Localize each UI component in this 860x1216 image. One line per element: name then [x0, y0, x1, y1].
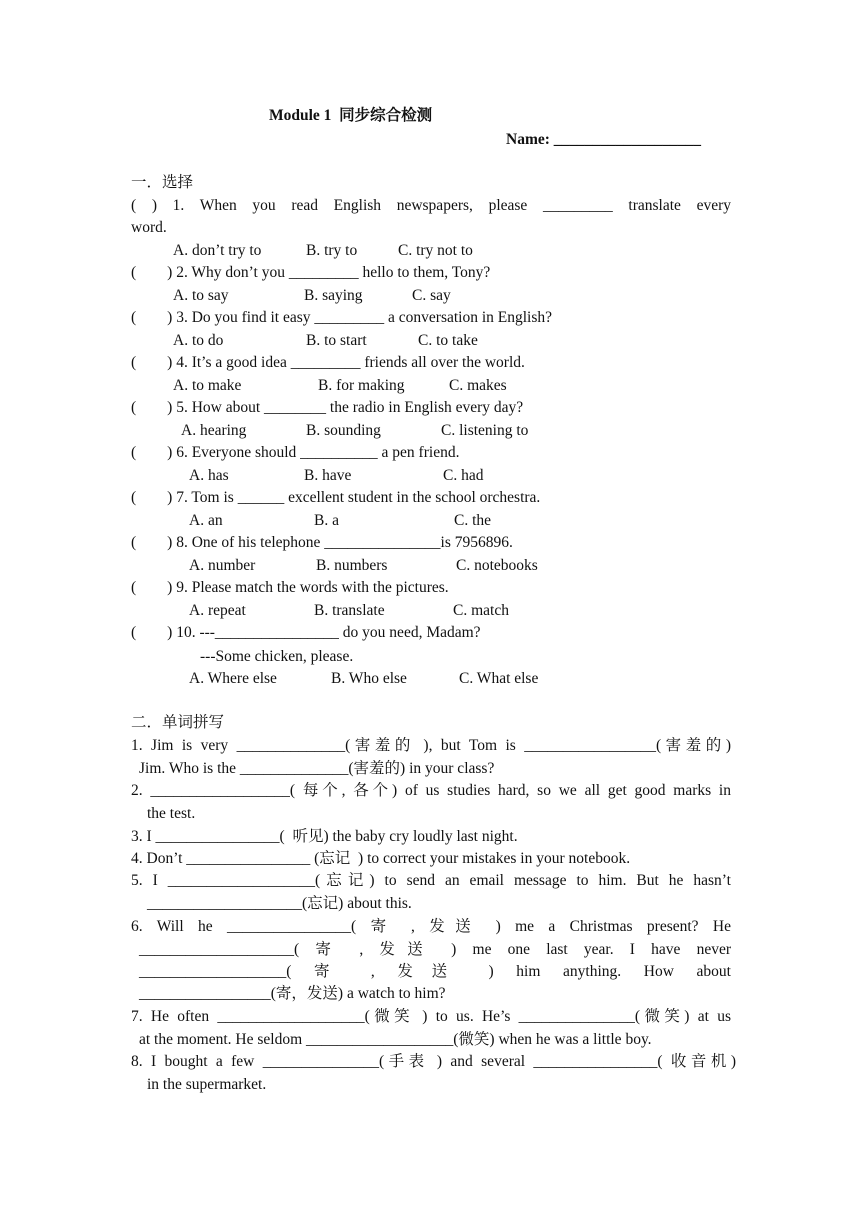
spelling-item-5-line2: ____________________(忘记) about this. — [147, 895, 412, 912]
spelling-item-3: 3. I ________________( 听见) the baby cry loudly last night. — [131, 828, 518, 845]
spelling-item-4: 4. Don’t ________________ (忘记 ) to correct your mistakes in your notebook. — [131, 850, 631, 867]
question-3-text: ( ) 3. Do you find it easy _________ a conversation in English? — [131, 309, 553, 326]
spelling-item-7-line2: at the moment. He seldom ___________________(微笑) when he was a little boy. — [139, 1031, 652, 1048]
spelling-item-1-line1: 1. Jim is very ______________(害羞的 ), but Tom is _________________(害羞的) — [131, 737, 731, 754]
question-9-option-c: C. match — [453, 602, 509, 619]
spelling-item-6-line1: 6. Will he ________________( 寄 , 发送 ) me a Christmas present? He — [131, 918, 731, 935]
question-7-option-c: C. the — [454, 512, 492, 529]
question-2-option-b: B. saying — [304, 287, 363, 304]
spelling-item-5-line1: 5. I ___________________(忘记) to send an email message to him. But he hasn’t — [131, 872, 731, 889]
spelling-item-2-line2: the test. — [147, 805, 196, 822]
question-5-option-a: A. hearing — [181, 422, 247, 439]
question-10-option-c: C. What else — [459, 670, 539, 687]
question-8-text: ( ) 8. One of his telephone _______________is 7956896. — [131, 534, 513, 551]
page-title: Module 1 同步综合检测 — [269, 107, 433, 124]
question-5-option-c: C. listening to — [441, 422, 529, 439]
question-8-option-a: A. number — [189, 557, 256, 574]
spelling-item-8-line1: 8. I bought a few _______________(手表 ) and several ________________( 收音机) — [131, 1053, 736, 1070]
question-1-text: ( ) 1. When you read English newspapers, please _________ translate every — [131, 197, 731, 214]
spelling-item-8-line2: in the supermarket. — [147, 1076, 267, 1093]
question-2-text: ( ) 2. Why don’t you _________ hello to them, Tony? — [131, 264, 491, 281]
spelling-item-1-line2: Jim. Who is the ______________(害羞的) in your class? — [139, 760, 495, 777]
question-6-text: ( ) 6. Everyone should __________ a pen friend. — [131, 444, 460, 461]
question-5-option-b: B. sounding — [306, 422, 381, 439]
question-8-option-c: C. notebooks — [456, 557, 538, 574]
question-6-option-a: A. has — [189, 467, 229, 484]
section2-heading: 二．单词拼写 — [131, 714, 225, 731]
question-9-text: ( ) 9. Please match the words with the pictures. — [131, 579, 449, 596]
question-7-text: ( ) 7. Tom is ______ excellent student in the school orchestra. — [131, 489, 541, 506]
name-field-label: Name: ___________________ — [506, 131, 702, 148]
question-10-text-cont: ---Some chicken, please. — [200, 648, 354, 665]
question-8-option-b: B. numbers — [316, 557, 388, 574]
question-1-option-c: C. try not to — [398, 242, 473, 259]
question-3-option-a: A. to do — [173, 332, 224, 349]
question-6-option-c: C. had — [443, 467, 484, 484]
question-4-option-c: C. makes — [449, 377, 507, 394]
spelling-item-6-line3: ___________________( 寄 , 发送 ) him anything. How about — [139, 963, 731, 980]
question-7-option-b: B. a — [314, 512, 339, 529]
question-2-option-c: C. say — [412, 287, 451, 304]
question-2-option-a: A. to say — [173, 287, 229, 304]
question-7-option-a: A. an — [189, 512, 223, 529]
question-10-option-b: B. Who else — [331, 670, 407, 687]
question-10-option-a: A. Where else — [189, 670, 277, 687]
question-4-text: ( ) 4. It’s a good idea _________ friends all over the world. — [131, 354, 525, 371]
spelling-item-6-line4: _________________(寄，发送) a watch to him? — [139, 985, 446, 1002]
question-1-option-b: B. try to — [306, 242, 358, 259]
spelling-item-6-line2: ____________________( 寄 , 发送 ) me one last year. I have never — [139, 941, 731, 958]
spelling-item-2-line1: 2. __________________( 每个, 各个) of us studies hard, so we all get good marks in — [131, 782, 731, 799]
question-6-option-b: B. have — [304, 467, 352, 484]
section1-heading: 一．选择 — [131, 174, 194, 191]
question-3-option-b: B. to start — [306, 332, 367, 349]
question-4-option-b: B. for making — [318, 377, 405, 394]
question-5-text: ( ) 5. How about ________ the radio in English every day? — [131, 399, 524, 416]
question-9-option-a: A. repeat — [189, 602, 246, 619]
question-3-option-c: C. to take — [418, 332, 478, 349]
question-10-text: ( ) 10. ---________________ do you need, Madam? — [131, 624, 481, 641]
question-1-option-a: A. don’t try to — [173, 242, 262, 259]
spelling-item-7-line1: 7. He often ___________________(微笑 ) to us. He’s _______________(微笑) at us — [131, 1008, 731, 1025]
question-4-option-a: A. to make — [173, 377, 242, 394]
question-9-option-b: B. translate — [314, 602, 385, 619]
question-1-text-cont: word. — [131, 219, 167, 236]
